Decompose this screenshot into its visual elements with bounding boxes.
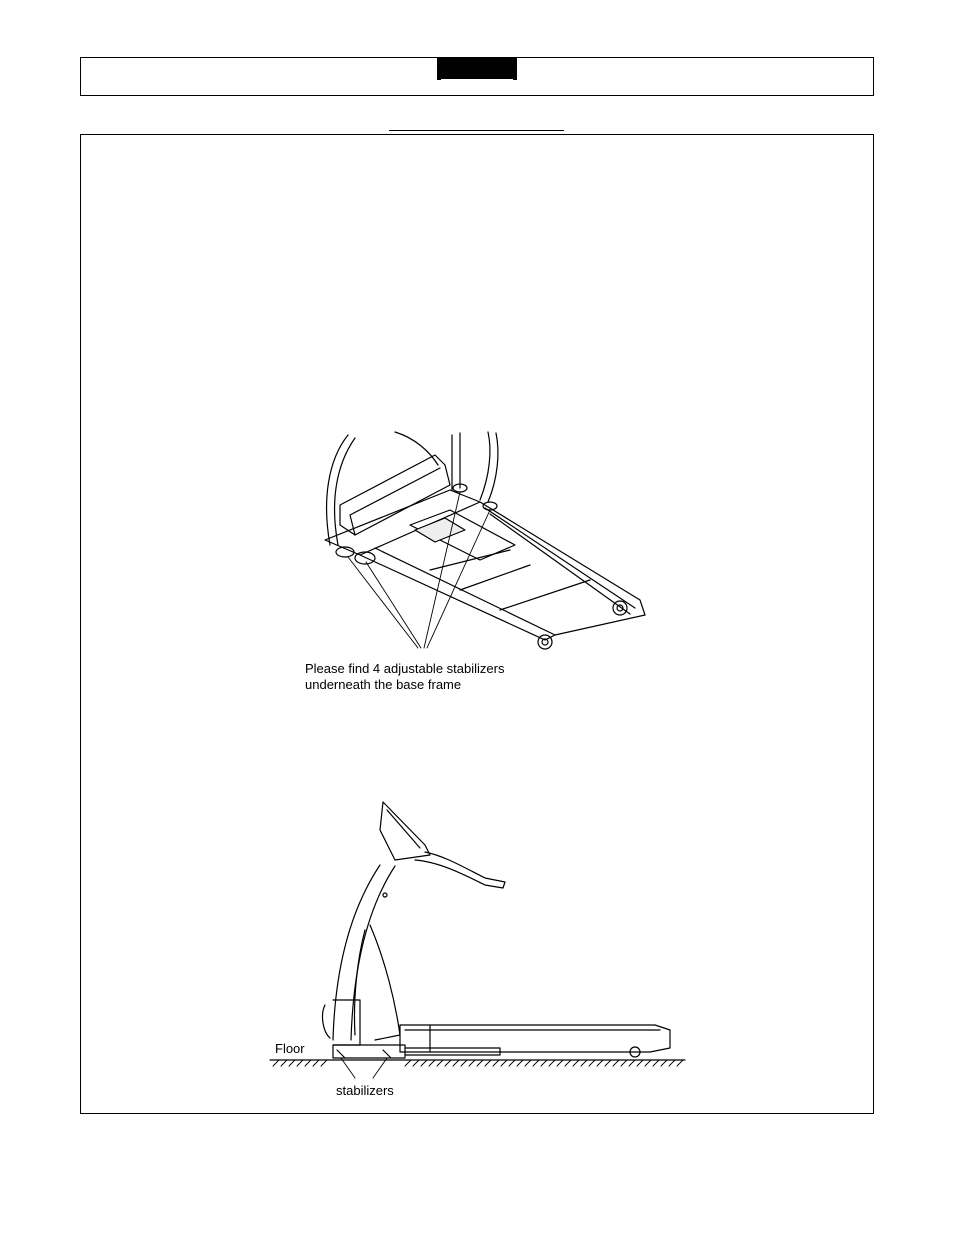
title-underline: [389, 130, 564, 131]
treadmill-side-illustration: [265, 800, 695, 1080]
figure1-caption-line1: Please find 4 adjustable stabilizers: [305, 661, 505, 676]
stabilizers-label: stabilizers: [336, 1083, 394, 1098]
floor-label: Floor: [275, 1041, 305, 1056]
header-box: [80, 57, 874, 96]
figure1-caption-line2: underneath the base frame: [305, 677, 462, 692]
treadmill-underside-illustration: [300, 430, 660, 655]
header-tab: [437, 58, 517, 80]
